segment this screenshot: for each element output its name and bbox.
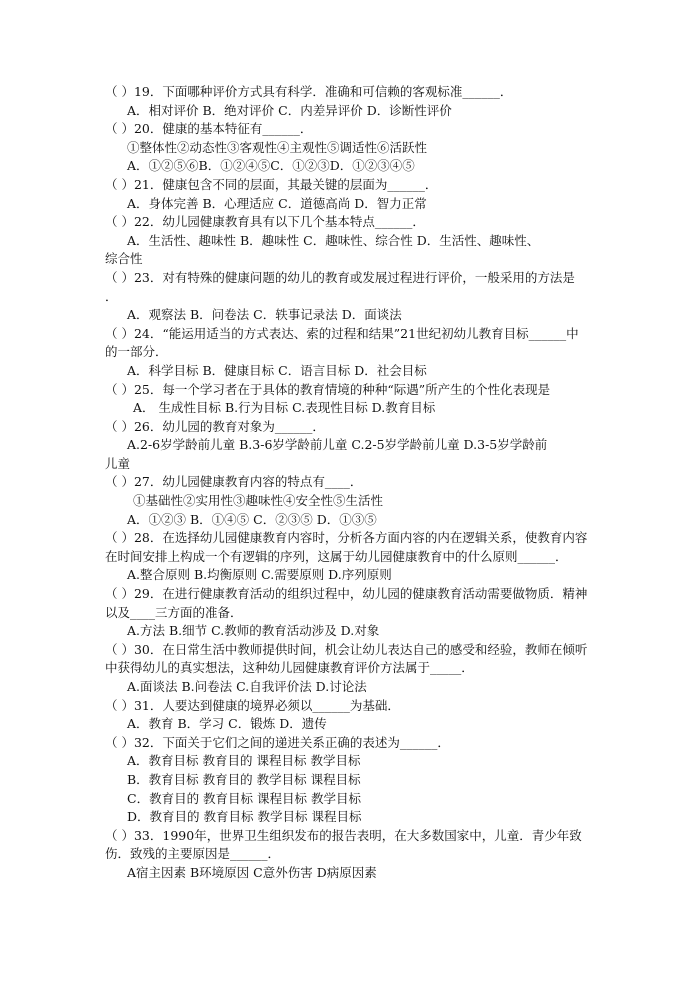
q25-stem: （ ）25．每一个学习者在于具体的教育情境的种种“际遇”所产生的个性化表现是: [105, 381, 551, 397]
q32-option-d: D．教育目的 教育目标 教学目标 课程目标: [127, 809, 362, 825]
q33-options: A宿主因素 B环境原因 C意外伤害 D病原因素: [127, 864, 377, 880]
q27-items: ①基础性②实用性③趣味性④安全性⑤生活性: [133, 493, 384, 509]
q22-options: A．生活性、趣味性 B．趣味性 C．趣味性、综合性 D．生活性、趣味性、: [127, 232, 540, 248]
q25-options: A． 生成性目标 B.行为目标 C.表现性目标 D.教育目标: [133, 400, 436, 416]
q29-options: A.方法 B.细节 C.教师的教育活动涉及 D.对象: [127, 623, 380, 639]
q26-stem: （ ）26．幼儿园的教育对象为______．: [105, 418, 325, 434]
q21-stem: （ ）21．健康包含不同的层面，其最关键的层面为______．: [105, 176, 438, 192]
q26-options: A.2-6岁学龄前儿童 B.3-6岁学龄前儿童 C.2-5岁学龄前儿童 D.3-5岁学龄前: [127, 437, 548, 453]
q28-stem: （ ）28．在选择幼儿园健康教育内容时，分析各方面内容的内在逻辑关系，使教育内容: [105, 530, 588, 546]
q27-stem: （ ）27．幼儿园健康教育内容的特点有____．: [105, 474, 363, 490]
q24-options: A．科学目标 B．健康目标 C．语言目标 D．社会目标: [127, 362, 427, 378]
q31-options: A．教育 B．学习 C．锻炼 D．遗传: [127, 716, 327, 732]
q32-option-c: C．教育目的 教育目标 课程目标 教学目标: [127, 790, 361, 806]
q22-stem: （ ）22．幼儿园健康教育具有以下几个基本特点______．: [105, 214, 425, 230]
q29-stem-cont: 以及____三方面的准备．: [105, 604, 243, 620]
q27-options: A．①②③ B．①④⑤ C．②③⑤ D．①③⑤: [127, 511, 377, 527]
q20-items: ①整体性②动态性③客观性④主观性⑤调适性⑥活跃性: [127, 139, 428, 155]
q30-stem: （ ）30．在日常生活中教师提供时间，机会让幼儿表达自己的感受和经验，教师在倾听: [105, 641, 588, 657]
q19-options: A．相对评价 B．绝对评价 C．内差异评价 D．诊断性评价: [127, 102, 452, 118]
q32-stem: （ ）32．下面关于它们之间的递进关系正确的表述为______．: [105, 734, 450, 750]
document-body: [105, 83, 610, 883]
q32-option-b: B．教育目标 教育目的 教学目标 课程目标: [127, 771, 361, 787]
q20-stem: （ ）20．健康的基本特征有______．: [105, 121, 313, 137]
q32-option-a: A．教育目标 教育目的 课程目标 教学目标: [127, 753, 361, 769]
q30-options: A.面谈法 B.问卷法 C.自我评价法 D.讨论法: [127, 679, 367, 694]
q28-stem-cont: 在时间安排上构成一个有逻辑的序列，这属于幼儿园健康教育中的什么原则______．: [105, 548, 568, 564]
q23-stem: （ ）23．对有特殊的健康问题的幼儿的教育或发展过程进行评价，一般采用的方法是: [105, 269, 575, 285]
q19-stem: （ ）19．下面哪种评价方式具有科学．准确和可信赖的客观标准______．: [105, 84, 513, 99]
q33-stem-cont: 伤．致残的主要原因是______．: [105, 846, 281, 862]
q22-options-cont: 综合性: [105, 251, 143, 267]
q24-stem-cont: 的一部分．: [105, 344, 168, 360]
q29-stem: （ ）29．在进行健康教育活动的组织过程中，幼儿园的健康教育活动需要做物质．精神: [105, 586, 588, 602]
q23-options: A．观察法 B．问卷法 C．轶事记录法 D．面谈法: [127, 307, 402, 323]
q33-stem: （ ）33．1990年，世界卫生组织发布的报告表明，在大多数国家中，儿童．青少年致: [105, 827, 582, 843]
q20-options: A．①②⑤⑥B．①②④⑤C．①②③D．①②③④⑤: [127, 158, 415, 174]
q21-options: A．身体完善 B．心理适应 C．道德高尚 D．智力正常: [127, 195, 427, 211]
q23-stem-cont: ．: [105, 288, 118, 304]
q30-stem-cont: 中获得幼儿的真实想法，这种幼儿园健康教育评价方法属于_____．: [105, 660, 474, 676]
q28-options: A.整合原则 B.均衡原则 C.需要原则 D.序列原则: [127, 567, 392, 583]
q24-stem: （ ）24．“能运用适当的方式表达、索的过程和结果”21世纪初幼儿教育目标______中: [105, 325, 579, 341]
q31-stem: （ ）31．人要达到健康的境界必须以______为基础．: [105, 697, 400, 713]
q26-options-cont: 儿童: [105, 455, 131, 471]
